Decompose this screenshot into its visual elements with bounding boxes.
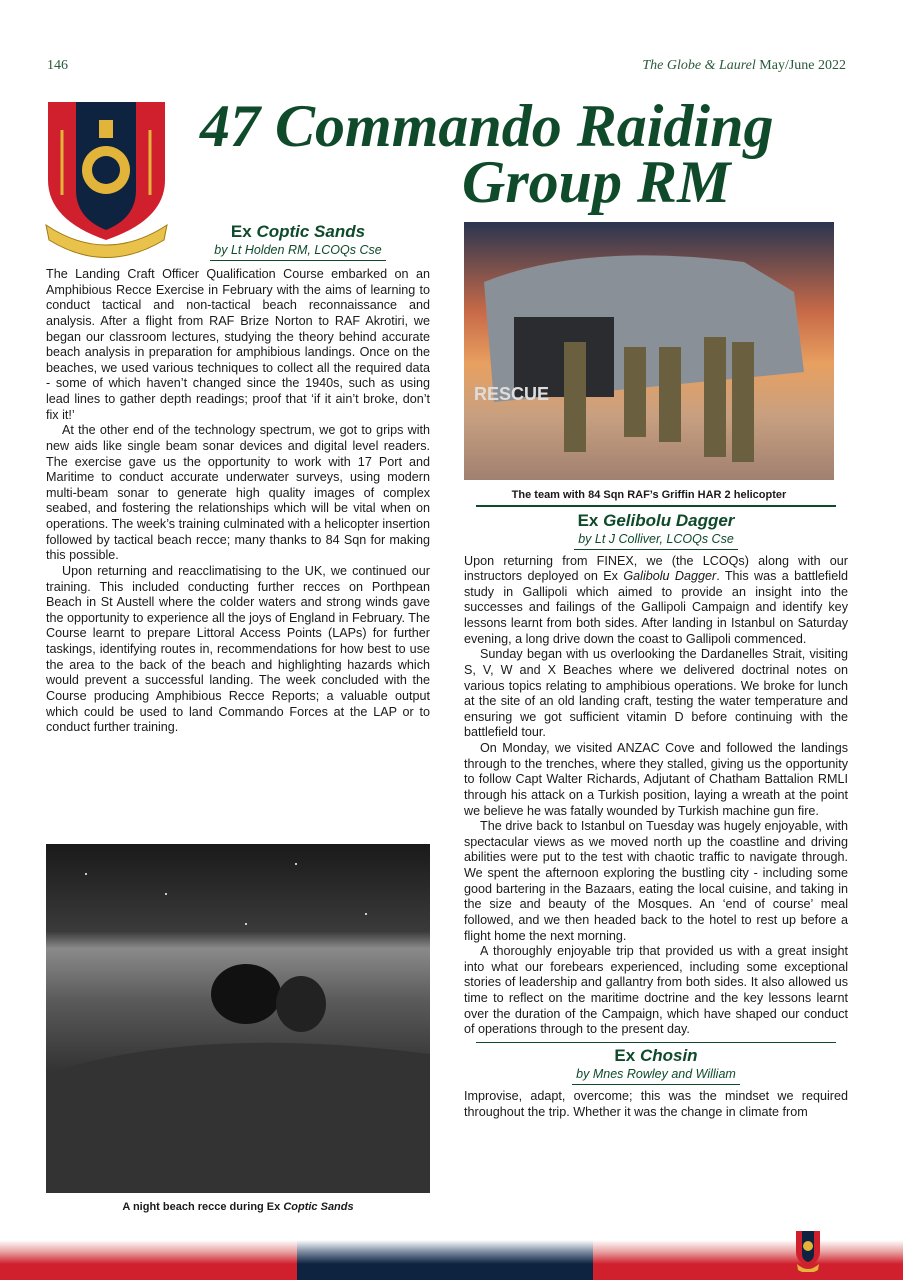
photo-caption: The team with 84 Sqn RAF’s Griffin HAR 2 helicopter (511, 489, 787, 501)
section-heading: Ex Chosin (614, 1046, 698, 1066)
article-gelibolu-dagger (464, 505, 848, 1121)
paragraph: Upon returning and reacclimatising to the UK, we continued our training. This included conducting further recces on Porthpean Beach in St Austell where the colder waters and strong winds gave the opportunity to experience all the joys of England in February. The Course learnt to prepare Littoral Access Points (LAPs) for further taskings, identifying routes in, recommendations for how best to use the area to the back of the beach and highlighting hazards which would prevent a successful landing. The week concluded with the Course producing Amphibious Recce Reports; a valuable output which could be used to land Commando Forces at the LAP or to conduct further training. (46, 563, 430, 735)
photo-caption: A night beach recce during Ex Coptic Sands (122, 1201, 354, 1213)
paragraph: Improvise, adapt, overcome; this was the mindset we required throughout the trip. Whether it was the change in climate from (464, 1089, 848, 1119)
helicopter-photo (464, 222, 834, 480)
paragraph: On Monday, we visited ANZAC Cove and followed the landings through to the trenches, where they stalled, giving us the opportunity to follow Capt Walter Richards, Adjutant of Chatham Battalion RMLI through his attack on a Turkish position, laying a wreath at the point we believe he was fatally wounded by Turkish machine gun fire. (464, 741, 848, 818)
section-heading: Ex Coptic Sands (230, 222, 366, 241)
page-number: 146 (47, 58, 68, 73)
byline: by Lt J Colliver, LCOQs Cse (574, 531, 738, 550)
footer-band (0, 1240, 903, 1280)
paragraph: Upon returning from FINEX, we (the LCOQs) along with our instructors deployed on Ex Galibolu Dagger. This was a battlefield study in Gallipoli which aimed to provide an insight into the successes and failings of the Gallipoli Campaign and identify key lessons learnt from both sides. After landing in Istanbul on Saturday evening, a long drive down the coast to Gallipoli commenced. (464, 553, 849, 646)
section-heading: Ex Gelibolu Dagger (577, 510, 735, 530)
byline: by Lt Holden RM, LCOQs Cse (210, 242, 385, 261)
paragraph: At the other end of the technology spectrum, we got to grips with new aids like single beam sonar devices and digital level readers. The exercise gave us the opportunity to work with 17 Port and Maritime to conduct accurate underwater surveys, using modern multi-beam sonar to generate high quality images of complex seabed, and fostering the relationships which will be vital when on operations. The week’s training culminated with a helicopter insertion followed by tactical beach recce; many thanks to 84 Sqn for making this possible. (46, 423, 430, 563)
paragraph: A thoroughly enjoyable trip that provided us with a great insight into what our forebears experienced, including some exceptional stories of leadership and gallantry from both sides. It also allowed us time to reflect on the maritime doctrine and the key lessons learnt over the duration of the Campaign, which have shaped our conduct of operations through to the present day. (464, 944, 848, 1037)
footer-crest-icon (795, 1230, 821, 1272)
helicopter-label: RESCUE (474, 384, 550, 404)
paragraph: The Landing Craft Officer Qualification Course embarked on an Amphibious Recce Exercise in February with the aims of learning to conduct tactical and non-tactical beach reconnaissance and analysis. After a flight from RAF Brize Norton to RAF Akrotiri, we began our classroom lectures, studying the theory behind accurate beach analysis in preparation for amphibious landings. Once on the beaches, we used various techniques to collect all the required data - some of which haven’t changed since the 1940s, such as using lead lines to gather depth readings; proof that ‘if it ain’t broke, don’t fix it!’ (46, 267, 430, 422)
page-title-line2: Group RM (462, 149, 731, 215)
paragraph: The drive back to Istanbul on Tuesday was hugely enjoyable, with spectacular views as we moved north up the coastline and driving abilities were put to the test with chaotic traffic to navigate through. We spent the afternoon exploring the bustling city - including some good bartering in the Bazaars, eating the local cuisine, and taking in the size and beauty of the Mosques. An ‘end of course’ meal followed, and we then headed back to the hotel to rest up before a flight home the next morning. (464, 819, 848, 943)
page-title-line1: 47 Commando Raiding (200, 93, 774, 159)
paragraph: Sunday began with us overlooking the Dardanelles Strait, visiting S, V, W and X Beaches where we delivered doctrinal notes on various topics relating to amphibious operations. We broke for lunch at the site of an old landing craft, testing the water temperature and ensuring we got sufficient vitamin D before continuing with the battlefield tour. (464, 647, 848, 740)
article-coptic-sands (46, 222, 430, 736)
running-header: The Globe & Laurel May/June 2022 (642, 58, 846, 73)
night-beach-photo (46, 844, 430, 1193)
byline: by Mnes Rowley and William (572, 1066, 740, 1085)
